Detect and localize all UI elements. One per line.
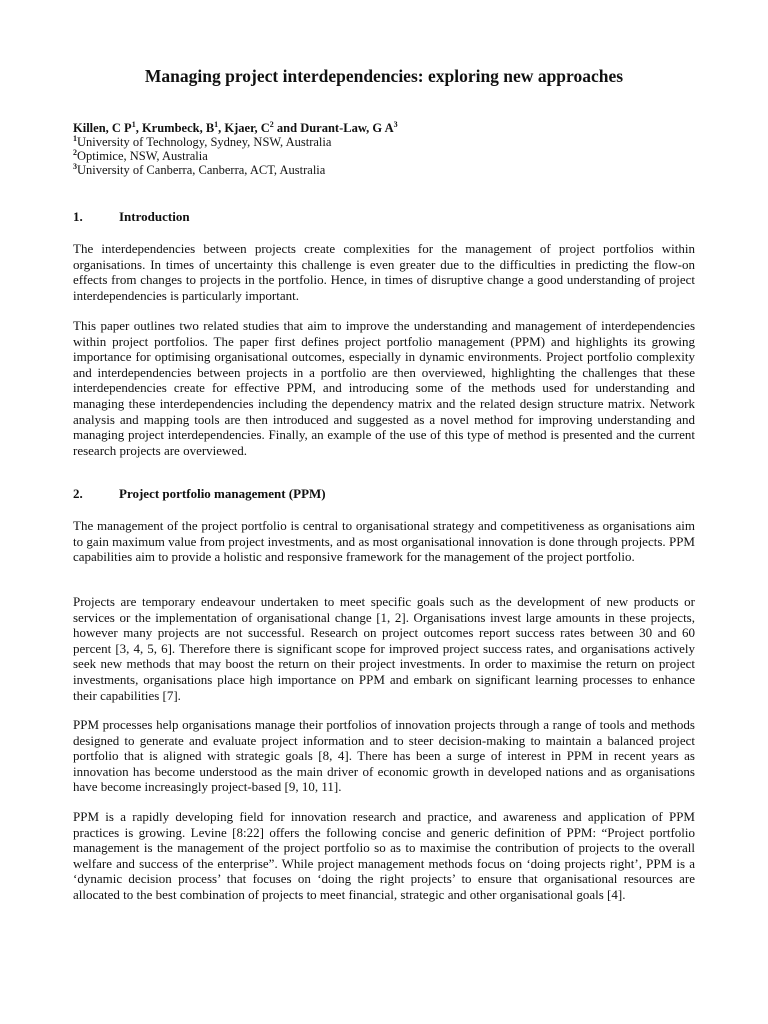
author-name: Killen, C P: [73, 121, 132, 135]
author-block: [73, 121, 398, 177]
affiliation-marker: 2: [73, 148, 77, 157]
author-affil-marker: 1: [214, 120, 219, 129]
affiliation-text: University of Canberra, Canberra, ACT, Australia: [77, 163, 326, 177]
affiliation-marker: 1: [73, 134, 77, 143]
author-affil-marker: 3: [393, 120, 398, 129]
author-separator: and: [273, 121, 301, 135]
author-name: Krumbeck, B: [141, 121, 215, 135]
affiliation: [73, 163, 398, 177]
paragraph: The interdependencies between projects create complexities for the management of project portfolios within organisations. In times of uncertainty this challenge is even greater due to the difficulties in predicting the flow-on effects from changes to projects in the portfolio. Hence, in times of disruptive change a good understanding of project interdependencies is particularly important.: [73, 241, 695, 303]
section-title: Introduction: [119, 209, 190, 224]
section-number: 1.: [73, 209, 83, 224]
affiliation: [73, 135, 398, 149]
affiliation: [73, 149, 398, 163]
affiliation-marker: 3: [73, 162, 77, 171]
affiliation-text: Optimice, NSW, Australia: [77, 149, 208, 163]
paragraph: The management of the project portfolio is central to organisational strategy and competitiveness as organisations aim to gain maximum value from project investments, and as most organisational innovation is done through projects. PPM capabilities aim to provide a holistic and responsive framework for the management of the project portfolio.: [73, 518, 695, 565]
author-name: Kjaer, C: [224, 121, 270, 135]
paragraph: PPM processes help organisations manage their portfolios of innovation projects through a range of tools and methods designed to generate and evaluate project information and to steer decision-making to maintain a balanced project portfolio that is aligned with strategic goals [8, 4]. There has been a surge of interest in PPM in recent years as innovation has become understood as the main driver of economic growth in developed nations and as organisations have become increasingly project-based [9, 10, 11].: [73, 717, 695, 795]
author-affil-marker: 1: [131, 120, 136, 129]
paragraph: PPM is a rapidly developing field for innovation research and practice, and awareness and application of PPM practices is growing. Levine [8:22] offers the following concise and generic definition of PPM: “Project portfolio management is the management of the project portfolio so as to maximise the contribution of projects to the overall welfare and success of the enterprise”. While project management methods focus on ‘doing projects right’, PPM is a ‘dynamic decision process’ that focuses on ‘doing the right projects’ to ensure that organisational resources are allocated to the best combination of projects to meet financial, strategic and other organisational goals [4].: [73, 809, 695, 902]
section-heading-ppm: [73, 486, 326, 502]
author-name: Durant-Law, G A: [300, 121, 394, 135]
affiliation-text: University of Technology, Sydney, NSW, Australia: [77, 135, 332, 149]
author-separator: ,: [135, 121, 142, 135]
author-separator: ,: [218, 121, 225, 135]
author-affil-marker: 2: [269, 120, 274, 129]
author-list: [73, 121, 398, 135]
paragraph: Projects are temporary endeavour undertaken to meet specific goals such as the development of new products or services or the implementation of organisational change [1, 2]. Organisations invest large amounts in these projects, however many projects are not successful. Research on project outcomes report success rates between 30 and 60 percent [3, 4, 5, 6]. Therefore there is significant scope for improved project success rates, and organisations actively seek new methods that may boost the return on their project investments. In order to maximise the return on project investments, organisations place high importance on PPM and embark on significant learning processes to enhance their capabilities [7].: [73, 594, 695, 703]
section-number: 2.: [73, 486, 83, 501]
paper-title: Managing project interdependencies: exploring new approaches: [144, 66, 624, 86]
paragraph: This paper outlines two related studies that aim to improve the understanding and management of interdependencies within project portfolios. The paper first defines project portfolio management (PPM) and highlights its growing importance for optimising organisational outcomes, especially in dynamic environments. Project portfolio complexity and interdependencies between projects in a portfolio are then overviewed, highlighting the challenges that these interdependencies create for effective PPM, and introducing some of the methods used for understanding and managing these interdependencies including the dependency matrix and the related design structure matrix. Network analysis and mapping tools are then introduced and suggested as a novel method for improving understanding and managing project interdependencies. Finally, an example of the use of this type of method is presented and the current research projects are overviewed.: [73, 318, 695, 458]
section-title: Project portfolio management (PPM): [119, 486, 326, 501]
section-heading-introduction: [73, 209, 190, 225]
